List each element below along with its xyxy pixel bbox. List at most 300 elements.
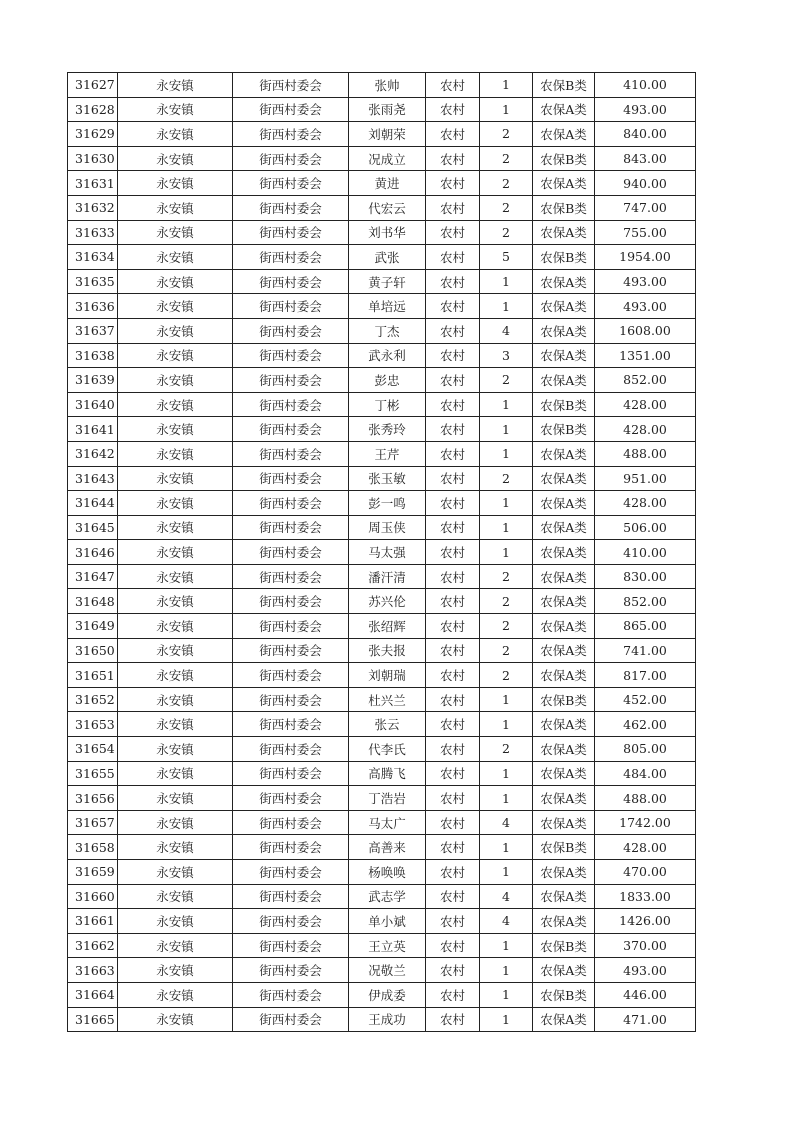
insurance-category-cell: 农保B类 [533,73,595,98]
insurance-category-cell: 农保B类 [533,146,595,171]
table-row [68,294,696,319]
amount-cell: 840.00 [595,122,696,147]
table-row [68,195,696,220]
household-type-cell: 农村 [426,392,480,417]
table-row [68,146,696,171]
family-size-cell: 1 [480,73,533,98]
household-type-cell: 农村 [426,638,480,663]
amount-cell: 951.00 [595,466,696,491]
record-id-cell: 31648 [68,589,118,614]
record-id-cell: 31661 [68,909,118,934]
town-cell: 永安镇 [118,146,233,171]
name-cell: 彭一鸣 [349,491,426,516]
name-cell: 马太广 [349,810,426,835]
record-id-cell: 31635 [68,269,118,294]
insurance-category-cell: 农保B类 [533,933,595,958]
table-row [68,638,696,663]
insurance-category-cell: 农保A类 [533,171,595,196]
name-cell: 高腾飞 [349,761,426,786]
insurance-category-cell: 农保A类 [533,515,595,540]
family-size-cell: 1 [480,761,533,786]
table-row [68,97,696,122]
amount-cell: 428.00 [595,491,696,516]
table-row [68,171,696,196]
insurance-category-cell: 农保A类 [533,491,595,516]
household-type-cell: 农村 [426,810,480,835]
household-type-cell: 农村 [426,417,480,442]
household-type-cell: 农村 [426,343,480,368]
town-cell: 永安镇 [118,786,233,811]
household-type-cell: 农村 [426,1007,480,1032]
insurance-category-cell: 农保A类 [533,318,595,343]
insurance-category-cell: 农保A类 [533,368,595,393]
amount-cell: 471.00 [595,1007,696,1032]
family-size-cell: 2 [480,638,533,663]
record-id-cell: 31636 [68,294,118,319]
household-type-cell: 农村 [426,171,480,196]
table-row [68,737,696,762]
family-size-cell: 1 [480,269,533,294]
family-size-cell: 4 [480,909,533,934]
name-cell: 单小斌 [349,909,426,934]
town-cell: 永安镇 [118,171,233,196]
town-cell: 永安镇 [118,73,233,98]
table-row [68,491,696,516]
household-type-cell: 农村 [426,441,480,466]
household-type-cell: 农村 [426,761,480,786]
record-id-cell: 31646 [68,540,118,565]
table-body [68,73,696,1032]
table-row [68,933,696,958]
table-row [68,318,696,343]
name-cell: 张云 [349,712,426,737]
table-row [68,860,696,885]
record-id-cell: 31657 [68,810,118,835]
household-type-cell: 农村 [426,491,480,516]
table-row [68,1007,696,1032]
household-type-cell: 农村 [426,737,480,762]
family-size-cell: 1 [480,860,533,885]
amount-cell: 446.00 [595,982,696,1007]
family-size-cell: 2 [480,663,533,688]
name-cell: 丁彬 [349,392,426,417]
name-cell: 武永利 [349,343,426,368]
village-committee-cell: 街西村委会 [233,737,349,762]
record-id-cell: 31641 [68,417,118,442]
table-row [68,982,696,1007]
village-committee-cell: 街西村委会 [233,515,349,540]
record-id-cell: 31660 [68,884,118,909]
town-cell: 永安镇 [118,97,233,122]
village-committee-cell: 街西村委会 [233,343,349,368]
record-id-cell: 31637 [68,318,118,343]
village-committee-cell: 街西村委会 [233,245,349,270]
name-cell: 况成立 [349,146,426,171]
village-committee-cell: 街西村委会 [233,122,349,147]
amount-cell: 852.00 [595,368,696,393]
amount-cell: 852.00 [595,589,696,614]
name-cell: 武志学 [349,884,426,909]
record-id-cell: 31659 [68,860,118,885]
amount-cell: 940.00 [595,171,696,196]
village-committee-cell: 街西村委会 [233,663,349,688]
family-size-cell: 1 [480,958,533,983]
name-cell: 彭忠 [349,368,426,393]
record-id-cell: 31633 [68,220,118,245]
name-cell: 马太强 [349,540,426,565]
town-cell: 永安镇 [118,491,233,516]
name-cell: 张绍辉 [349,614,426,639]
table-row [68,540,696,565]
name-cell: 苏兴伦 [349,589,426,614]
record-id-cell: 31628 [68,97,118,122]
family-size-cell: 4 [480,318,533,343]
amount-cell: 805.00 [595,737,696,762]
family-size-cell: 2 [480,220,533,245]
household-type-cell: 农村 [426,687,480,712]
town-cell: 永安镇 [118,466,233,491]
insurance-category-cell: 农保B类 [533,417,595,442]
family-size-cell: 1 [480,933,533,958]
household-type-cell: 农村 [426,368,480,393]
household-type-cell: 农村 [426,122,480,147]
family-size-cell: 4 [480,884,533,909]
amount-cell: 488.00 [595,441,696,466]
insurance-category-cell: 农保A类 [533,97,595,122]
family-size-cell: 1 [480,786,533,811]
family-size-cell: 1 [480,515,533,540]
town-cell: 永安镇 [118,982,233,1007]
name-cell: 潘汗清 [349,564,426,589]
town-cell: 永安镇 [118,860,233,885]
household-type-cell: 农村 [426,269,480,294]
name-cell: 况敬兰 [349,958,426,983]
record-id-cell: 31658 [68,835,118,860]
household-type-cell: 农村 [426,860,480,885]
insurance-category-cell: 农保A类 [533,343,595,368]
village-committee-cell: 街西村委会 [233,958,349,983]
amount-cell: 428.00 [595,417,696,442]
village-committee-cell: 街西村委会 [233,933,349,958]
table-row [68,515,696,540]
record-id-cell: 31630 [68,146,118,171]
village-committee-cell: 街西村委会 [233,491,349,516]
record-id-cell: 31644 [68,491,118,516]
household-type-cell: 农村 [426,73,480,98]
family-size-cell: 2 [480,589,533,614]
household-type-cell: 农村 [426,245,480,270]
table-row [68,269,696,294]
insurance-category-cell: 农保A类 [533,294,595,319]
record-id-cell: 31650 [68,638,118,663]
record-id-cell: 31656 [68,786,118,811]
town-cell: 永安镇 [118,1007,233,1032]
record-id-cell: 31631 [68,171,118,196]
amount-cell: 410.00 [595,540,696,565]
family-size-cell: 1 [480,294,533,319]
record-id-cell: 31662 [68,933,118,958]
village-committee-cell: 街西村委会 [233,466,349,491]
family-size-cell: 2 [480,368,533,393]
name-cell: 周玉侠 [349,515,426,540]
household-type-cell: 农村 [426,835,480,860]
town-cell: 永安镇 [118,712,233,737]
village-committee-cell: 街西村委会 [233,687,349,712]
name-cell: 黄进 [349,171,426,196]
family-size-cell: 2 [480,614,533,639]
insurance-category-cell: 农保A类 [533,810,595,835]
insurance-category-cell: 农保A类 [533,1007,595,1032]
amount-cell: 484.00 [595,761,696,786]
name-cell: 王芹 [349,441,426,466]
insurance-category-cell: 农保B类 [533,835,595,860]
name-cell: 张夫报 [349,638,426,663]
table-row [68,589,696,614]
town-cell: 永安镇 [118,687,233,712]
amount-cell: 1833.00 [595,884,696,909]
name-cell: 丁浩岩 [349,786,426,811]
name-cell: 武张 [349,245,426,270]
name-cell: 高善来 [349,835,426,860]
household-type-cell: 农村 [426,614,480,639]
town-cell: 永安镇 [118,195,233,220]
amount-cell: 865.00 [595,614,696,639]
town-cell: 永安镇 [118,515,233,540]
family-size-cell: 1 [480,687,533,712]
household-type-cell: 农村 [426,958,480,983]
town-cell: 永安镇 [118,564,233,589]
insurance-category-cell: 农保A类 [533,269,595,294]
family-size-cell: 1 [480,97,533,122]
record-id-cell: 31632 [68,195,118,220]
household-type-cell: 农村 [426,933,480,958]
record-id-cell: 31663 [68,958,118,983]
village-committee-cell: 街西村委会 [233,220,349,245]
town-cell: 永安镇 [118,761,233,786]
record-id-cell: 31629 [68,122,118,147]
village-committee-cell: 街西村委会 [233,1007,349,1032]
family-size-cell: 1 [480,982,533,1007]
village-committee-cell: 街西村委会 [233,73,349,98]
town-cell: 永安镇 [118,368,233,393]
amount-cell: 817.00 [595,663,696,688]
household-type-cell: 农村 [426,220,480,245]
insurance-category-cell: 农保A类 [533,737,595,762]
town-cell: 永安镇 [118,417,233,442]
village-committee-cell: 街西村委会 [233,540,349,565]
insurance-category-cell: 农保A类 [533,712,595,737]
family-size-cell: 3 [480,343,533,368]
village-committee-cell: 街西村委会 [233,195,349,220]
town-cell: 永安镇 [118,614,233,639]
village-committee-cell: 街西村委会 [233,392,349,417]
record-id-cell: 31638 [68,343,118,368]
family-size-cell: 1 [480,540,533,565]
table-row [68,441,696,466]
village-committee-cell: 街西村委会 [233,441,349,466]
village-committee-cell: 街西村委会 [233,810,349,835]
household-type-cell: 农村 [426,195,480,220]
household-type-cell: 农村 [426,663,480,688]
insurance-category-cell: 农保A类 [533,860,595,885]
insurance-category-cell: 农保A类 [533,786,595,811]
village-committee-cell: 街西村委会 [233,318,349,343]
table-row [68,712,696,737]
amount-cell: 452.00 [595,687,696,712]
household-type-cell: 农村 [426,318,480,343]
town-cell: 永安镇 [118,122,233,147]
name-cell: 单培远 [349,294,426,319]
family-size-cell: 2 [480,564,533,589]
table-row [68,909,696,934]
insurance-category-cell: 农保A类 [533,122,595,147]
name-cell: 黄子轩 [349,269,426,294]
name-cell: 刘朝荣 [349,122,426,147]
town-cell: 永安镇 [118,663,233,688]
insurance-category-cell: 农保A类 [533,663,595,688]
town-cell: 永安镇 [118,884,233,909]
table-row [68,761,696,786]
record-id-cell: 31640 [68,392,118,417]
village-committee-cell: 街西村委会 [233,417,349,442]
table-row [68,810,696,835]
name-cell: 刘书华 [349,220,426,245]
insurance-category-cell: 农保B类 [533,245,595,270]
table-row [68,614,696,639]
insurance-category-cell: 农保A类 [533,958,595,983]
village-committee-cell: 街西村委会 [233,638,349,663]
family-size-cell: 2 [480,146,533,171]
household-type-cell: 农村 [426,540,480,565]
household-type-cell: 农村 [426,146,480,171]
amount-cell: 428.00 [595,835,696,860]
town-cell: 永安镇 [118,933,233,958]
table-row [68,466,696,491]
village-committee-cell: 街西村委会 [233,884,349,909]
table-row [68,368,696,393]
name-cell: 丁杰 [349,318,426,343]
town-cell: 永安镇 [118,638,233,663]
insurance-category-cell: 农保B类 [533,392,595,417]
household-type-cell: 农村 [426,786,480,811]
family-size-cell: 1 [480,1007,533,1032]
name-cell: 代宏云 [349,195,426,220]
village-committee-cell: 街西村委会 [233,835,349,860]
insurance-category-cell: 农保A类 [533,589,595,614]
village-committee-cell: 街西村委会 [233,368,349,393]
family-size-cell: 1 [480,417,533,442]
name-cell: 代李氏 [349,737,426,762]
household-type-cell: 农村 [426,294,480,319]
insurance-category-cell: 农保A类 [533,564,595,589]
table-row [68,343,696,368]
household-type-cell: 农村 [426,712,480,737]
village-committee-cell: 街西村委会 [233,269,349,294]
name-cell: 张帅 [349,73,426,98]
household-type-cell: 农村 [426,564,480,589]
amount-cell: 741.00 [595,638,696,663]
household-type-cell: 农村 [426,466,480,491]
table-row [68,392,696,417]
village-committee-cell: 街西村委会 [233,146,349,171]
family-size-cell: 1 [480,491,533,516]
record-id-cell: 31651 [68,663,118,688]
amount-cell: 493.00 [595,958,696,983]
amount-cell: 493.00 [595,97,696,122]
household-type-cell: 农村 [426,909,480,934]
amount-cell: 493.00 [595,269,696,294]
village-committee-cell: 街西村委会 [233,909,349,934]
amount-cell: 830.00 [595,564,696,589]
record-id-cell: 31652 [68,687,118,712]
village-committee-cell: 街西村委会 [233,171,349,196]
amount-cell: 470.00 [595,860,696,885]
name-cell: 王立英 [349,933,426,958]
amount-cell: 755.00 [595,220,696,245]
record-id-cell: 31645 [68,515,118,540]
insurance-category-cell: 农保B类 [533,687,595,712]
town-cell: 永安镇 [118,318,233,343]
amount-cell: 1351.00 [595,343,696,368]
town-cell: 永安镇 [118,589,233,614]
insurance-category-cell: 农保A类 [533,638,595,663]
town-cell: 永安镇 [118,835,233,860]
amount-cell: 506.00 [595,515,696,540]
table-row [68,663,696,688]
village-committee-cell: 街西村委会 [233,712,349,737]
insurance-category-cell: 农保A类 [533,761,595,786]
village-committee-cell: 街西村委会 [233,294,349,319]
amount-cell: 1608.00 [595,318,696,343]
family-size-cell: 1 [480,441,533,466]
record-id-cell: 31664 [68,982,118,1007]
town-cell: 永安镇 [118,958,233,983]
family-size-cell: 1 [480,835,533,860]
name-cell: 张雨尧 [349,97,426,122]
family-size-cell: 2 [480,466,533,491]
village-committee-cell: 街西村委会 [233,786,349,811]
record-id-cell: 31649 [68,614,118,639]
village-committee-cell: 街西村委会 [233,564,349,589]
town-cell: 永安镇 [118,269,233,294]
amount-cell: 488.00 [595,786,696,811]
family-size-cell: 1 [480,392,533,417]
insurance-category-cell: 农保B类 [533,195,595,220]
record-id-cell: 31655 [68,761,118,786]
insurance-category-cell: 农保A类 [533,220,595,245]
allowance-table [67,72,696,1032]
record-id-cell: 31653 [68,712,118,737]
name-cell: 王成功 [349,1007,426,1032]
table-row [68,687,696,712]
table-row [68,958,696,983]
amount-cell: 428.00 [595,392,696,417]
record-id-cell: 31647 [68,564,118,589]
record-id-cell: 31654 [68,737,118,762]
town-cell: 永安镇 [118,294,233,319]
family-size-cell: 2 [480,737,533,762]
town-cell: 永安镇 [118,810,233,835]
household-type-cell: 农村 [426,97,480,122]
name-cell: 刘朝瑞 [349,663,426,688]
table-row [68,73,696,98]
insurance-category-cell: 农保A类 [533,884,595,909]
town-cell: 永安镇 [118,441,233,466]
amount-cell: 493.00 [595,294,696,319]
insurance-category-cell: 农保A类 [533,540,595,565]
family-size-cell: 4 [480,810,533,835]
household-type-cell: 农村 [426,884,480,909]
